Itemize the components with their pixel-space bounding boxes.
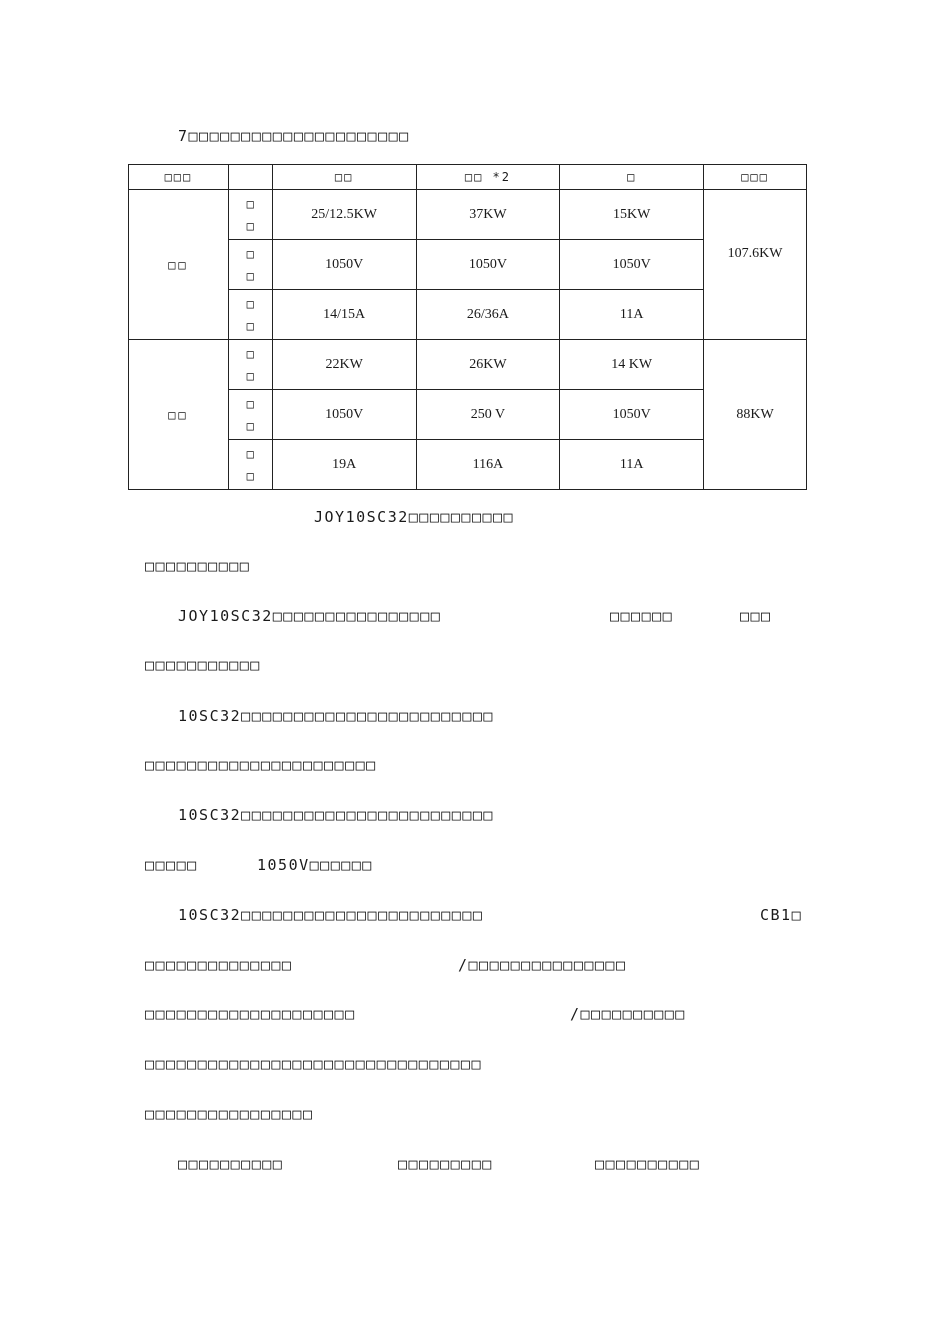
body-line-fragment: □□□□□□□□□□ (178, 1155, 284, 1173)
body-line: □□□□□□□□□□□□□□□□ (145, 1105, 314, 1123)
body-line: 10SC32□□□□□□□□□□□□□□□□□□□□□□□□ (178, 707, 494, 725)
table-cell: 26/36A (416, 290, 560, 340)
section-heading: □□□□□□□□□□ (145, 557, 251, 575)
group-total: 88KW (704, 340, 807, 490)
table-cell: 14 KW (560, 340, 704, 390)
row-label: □ □ (228, 390, 272, 440)
body-line-fragment: CB1□ (760, 906, 803, 924)
body-line-fragment: □□□□□□ (610, 607, 674, 625)
table-cell: 37KW (416, 190, 560, 240)
body-line: □□□□□□□□□□□□□□□□□□□□□□□□□□□□□□□□ (145, 1055, 482, 1073)
group-label: □□ (129, 340, 229, 490)
table-cell: 22KW (272, 340, 416, 390)
row-label: □ □ (228, 240, 272, 290)
body-line: JOY10SC32□□□□□□□□□□□□□□□□ (178, 607, 442, 625)
body-line-fragment: □□□□□ (145, 856, 198, 874)
table-caption: 7□□□□□□□□□□□□□□□□□□□□□ (178, 127, 410, 145)
body-line: 10SC32□□□□□□□□□□□□□□□□□□□□□□□□ (178, 806, 494, 824)
body-line: 10SC32□□□□□□□□□□□□□□□□□□□□□□□ (178, 906, 484, 924)
header-cell (228, 165, 272, 190)
table-cell: 1050V (272, 240, 416, 290)
header-cell: □□ *2 (416, 165, 560, 190)
body-line-fragment: □□□□□□□□□ (398, 1155, 493, 1173)
table-cell: 15KW (560, 190, 704, 240)
table-cell: 14/15A (272, 290, 416, 340)
body-line: □□□□□□□□□□□□□□□□□□□□□□ (145, 756, 377, 774)
body-line-fragment: /□□□□□□□□□□ (570, 1005, 686, 1023)
row-label: □ □ (228, 440, 272, 490)
table-row (129, 340, 807, 390)
body-line-fragment: □□□□□□□□□□□□□□□□□□□□ (145, 1005, 356, 1023)
table-cell: 11A (560, 440, 704, 490)
header-cell: □□□ (129, 165, 229, 190)
row-label: □ □ (228, 290, 272, 340)
table-cell: 1050V (272, 390, 416, 440)
table-cell: 250 V (416, 390, 560, 440)
header-cell: □ (560, 165, 704, 190)
table-cell: 11A (560, 290, 704, 340)
table-cell: 19A (272, 440, 416, 490)
group-total: 107.6KW (704, 190, 807, 340)
group-label: □□ (129, 190, 229, 340)
row-label: □ □ (228, 340, 272, 390)
table-cell: 1050V (416, 240, 560, 290)
row-label-char: □ (246, 196, 254, 211)
table-cell: 26KW (416, 340, 560, 390)
body-line-fragment: □□□ (740, 607, 772, 625)
row-label-char: □ (246, 218, 254, 233)
body-line-fragment: □□□□□□□□□□□□□□ (145, 956, 293, 974)
table-header-row (129, 165, 807, 190)
body-line-fragment: /□□□□□□□□□□□□□□□ (458, 956, 627, 974)
body-line: □□□□□□□□□□□ (145, 656, 261, 674)
body-line: JOY10SC32□□□□□□□□□□ (314, 508, 515, 526)
table-row (129, 190, 807, 240)
table-cell: 1050V (560, 390, 704, 440)
body-line-fragment: □□□□□□□□□□ (595, 1155, 701, 1173)
header-cell: □□□ (704, 165, 807, 190)
row-label (228, 190, 272, 240)
body-line-fragment: 1050V□□□□□□ (257, 856, 373, 874)
table-cell: 25/12.5KW (272, 190, 416, 240)
table-cell: 1050V (560, 240, 704, 290)
motor-spec-table (128, 164, 807, 490)
header-cell: □□ (272, 165, 416, 190)
table-cell: 116A (416, 440, 560, 490)
